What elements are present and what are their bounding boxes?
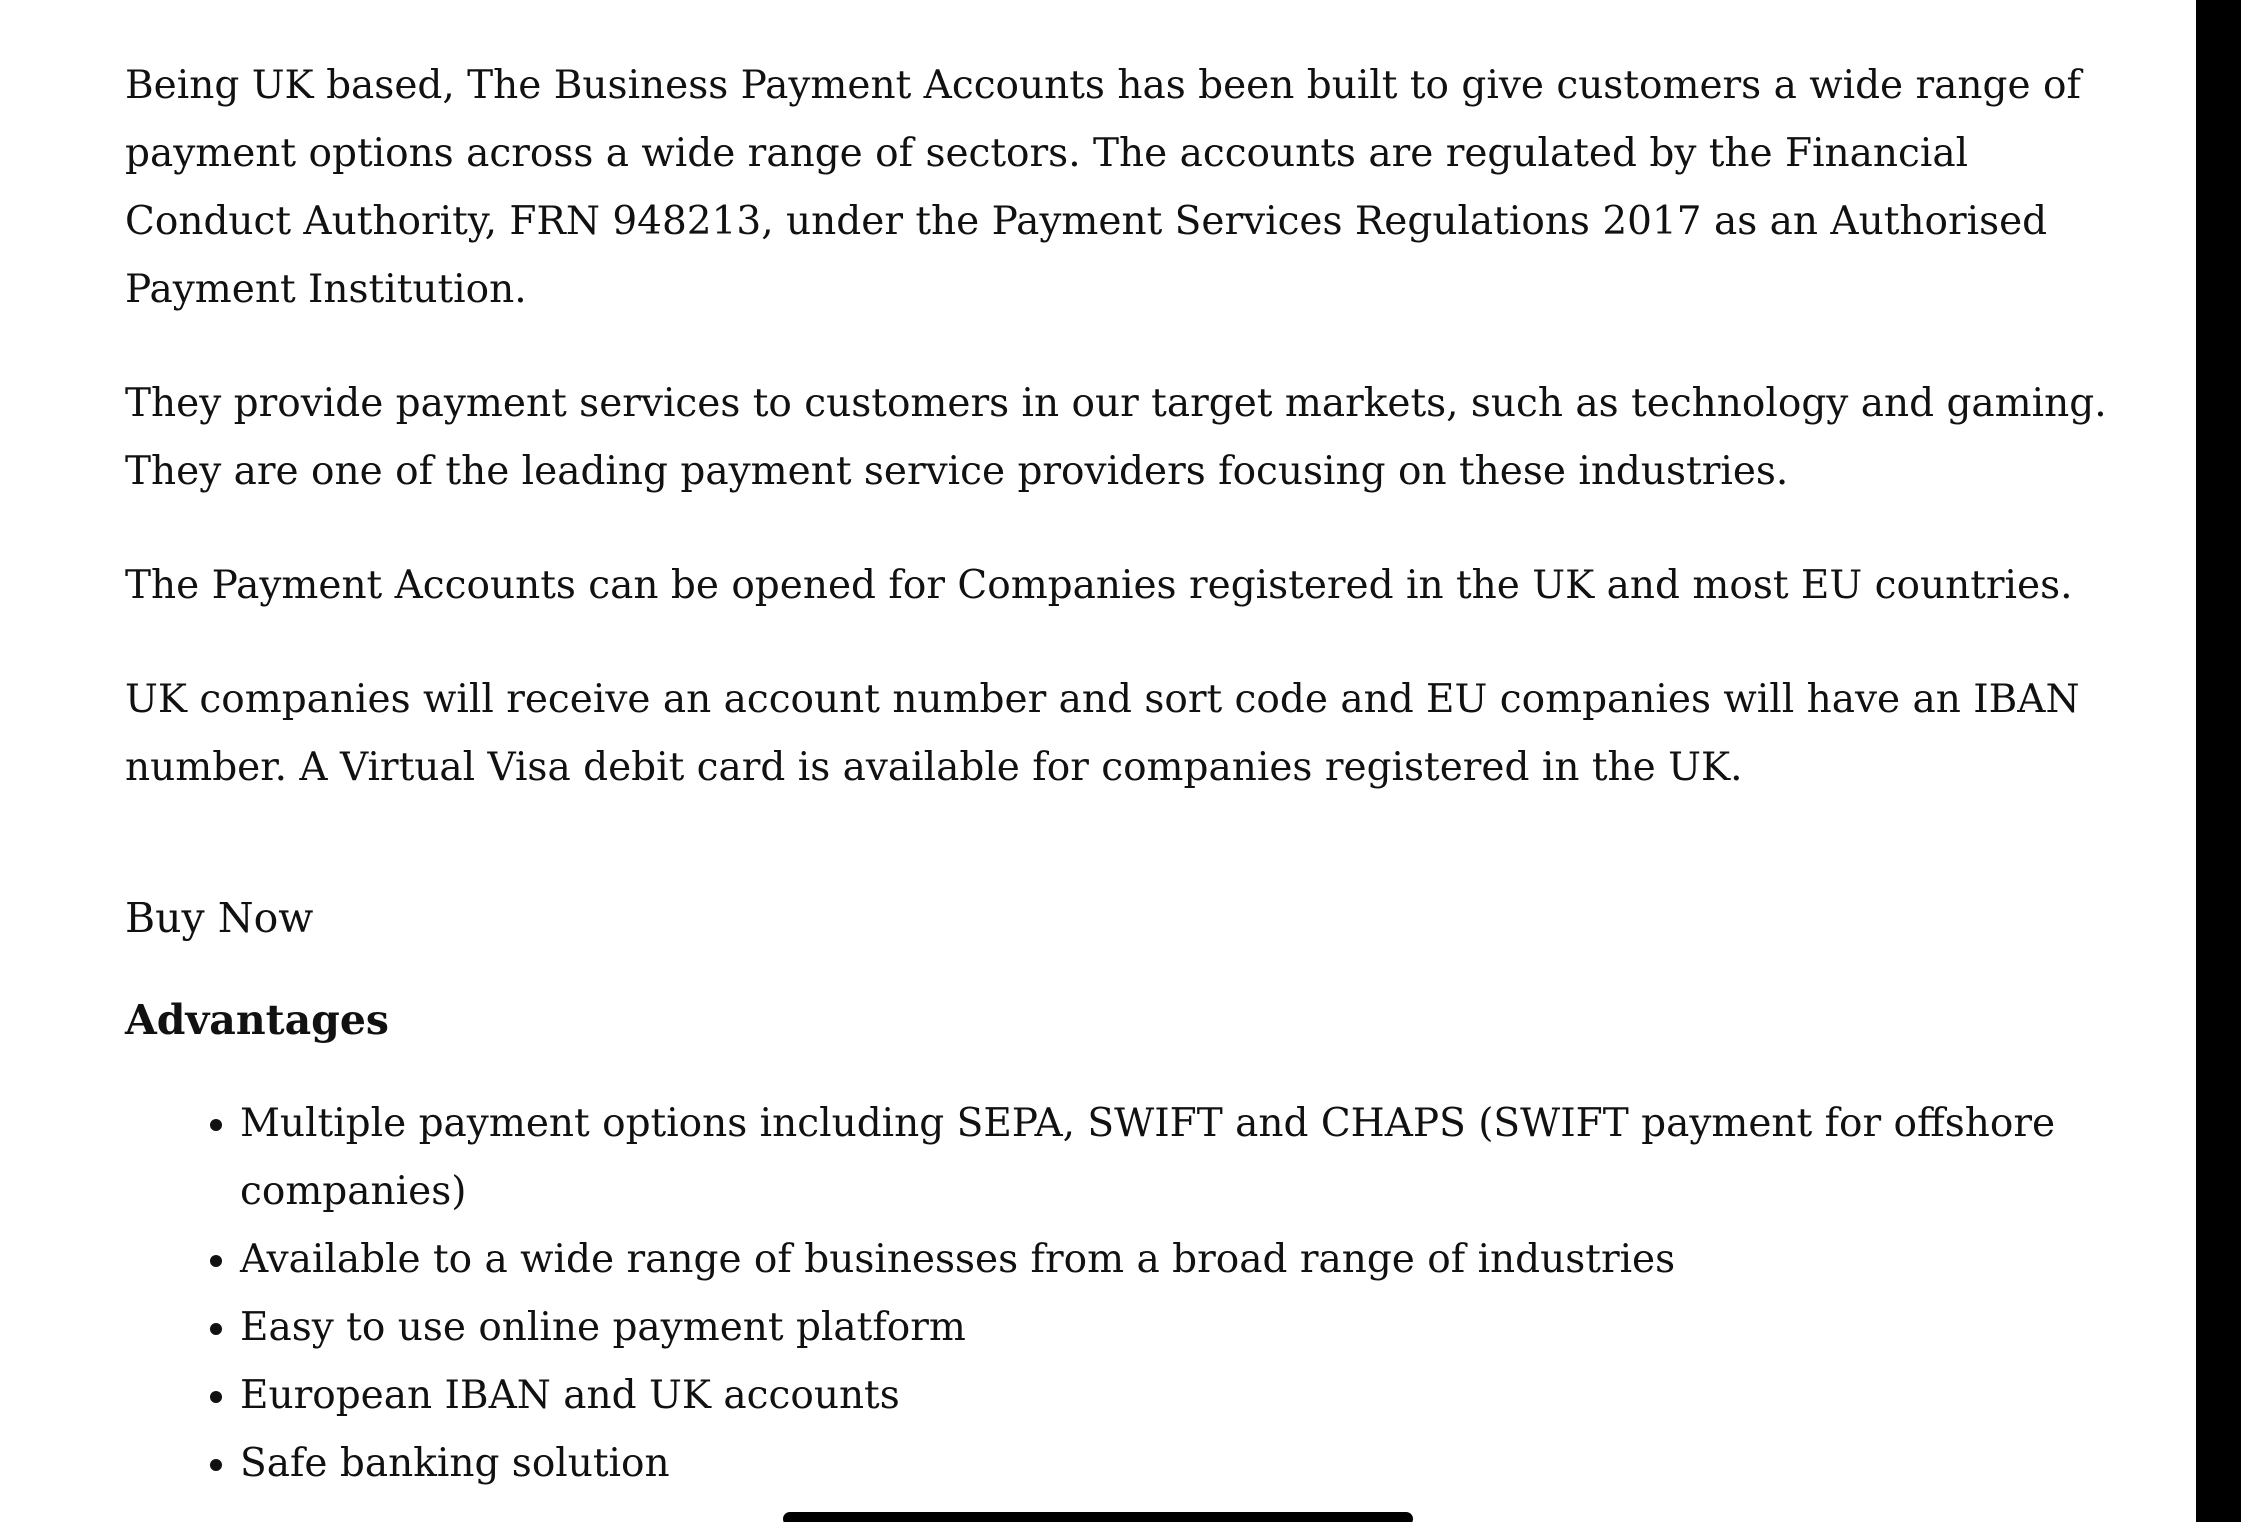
eligibility-paragraph: The Payment Accounts can be opened for Companies registered in the UK and most EU countries. (125, 563, 2073, 608)
list-item: • European IBAN and UK accounts (240, 1362, 2125, 1430)
list-item: • Safe banking solution (240, 1430, 2125, 1498)
article-content (125, 52, 2125, 1498)
list-item: • Available to a wide range of businesses from a broad range of industries (240, 1226, 2125, 1294)
list-item: • Multiple payment options including SEPA, SWIFT and CHAPS (SWIFT payment for offshore companies) (240, 1090, 2125, 1226)
list-item: • Easy to use online payment platform (240, 1294, 2125, 1362)
buy-now-link[interactable]: Buy Now (125, 894, 314, 942)
intro-paragraph: Being UK based, The Business Payment Accounts has been built to give customers a wide range of payment options across a wide range of sectors. The accounts are regulated by the Financial Conduct Authority, FRN 948213, under the Payment Services Regulations 2017 as an Authorised Payment Institution. (125, 63, 2081, 312)
home-indicator[interactable] (783, 1512, 1413, 1522)
advantages-list (125, 1090, 2125, 1498)
services-paragraph: They provide payment services to customers in our target markets, such as technology and gaming. They are one of the leading payment service providers focusing on these industries. (125, 381, 2107, 494)
account-details-paragraph: UK companies will receive an account number and sort code and EU companies will have an IBAN number. A Virtual Visa debit card is available for companies registered in the UK. (125, 677, 2080, 790)
advantages-heading: Advantages (125, 996, 390, 1044)
